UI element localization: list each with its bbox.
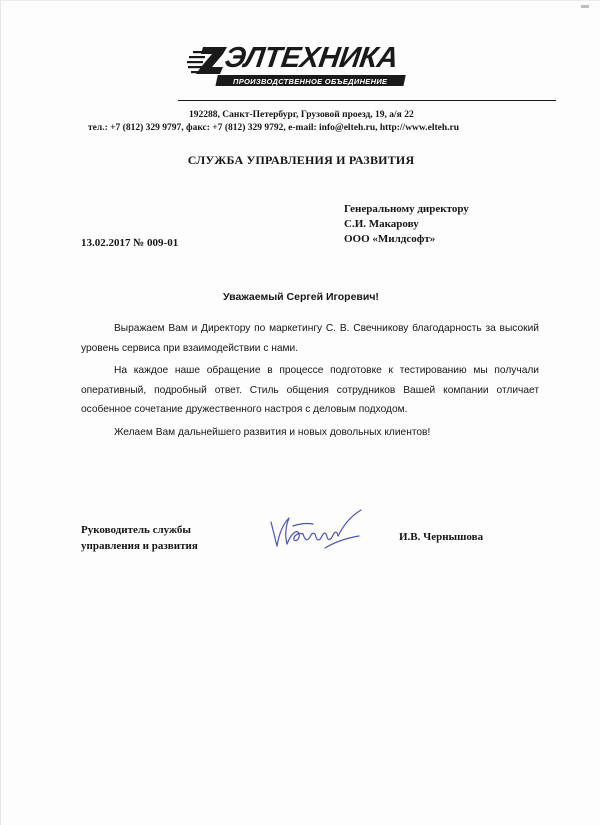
signatory-title bbox=[81, 522, 198, 554]
handwritten-signature bbox=[263, 504, 373, 561]
signature-icon bbox=[263, 504, 373, 556]
scan-artifact bbox=[581, 5, 589, 8]
recipient-company: ООО «Милдсофт» bbox=[344, 233, 436, 245]
company-address: 192288, Санкт-Петербург, Грузовой проезд, 19, а/я 22 bbox=[189, 110, 414, 120]
signatory-title-line-1: Руководитель службы bbox=[81, 524, 191, 536]
company-subtitle: ПРОИЗВОДСТВЕННОЕ ОБЪЕДИНЕНИЕ bbox=[233, 77, 388, 86]
company-logo bbox=[179, 41, 419, 91]
company-contacts: тел.: +7 (812) 329 9797, факс: +7 (812) 329 9792, e-mail: info@elteh.ru, http://www.elteh.ru bbox=[88, 123, 460, 133]
signatory-name: И.В. Чернышова bbox=[399, 531, 484, 543]
letterhead-divider bbox=[178, 100, 556, 101]
body-paragraph: Выражаем Вам и Директору по маркетингу С. В. Свечникову благодарность за высокий уровень сервиса при взаимодействии с нами. bbox=[81, 323, 539, 354]
signatory-title-line-2: управления и развития bbox=[81, 540, 198, 552]
salutation: Уважаемый Сергей Игоревич! bbox=[223, 291, 379, 303]
body-paragraph: На каждое наше обращение в процессе подготовке к тестированию мы получали оперативный, подробный ответ. Стиль общения сотрудников Вашей компании отличает особенное сочетание дружественного настроя с деловым подходом. bbox=[81, 365, 539, 415]
letter-body bbox=[81, 319, 539, 445]
company-name-logo: ЭЛТЕХНИКА bbox=[222, 42, 400, 74]
letter-date-number: 13.02.2017 № 009-01 bbox=[81, 237, 179, 249]
recipient-block bbox=[344, 202, 469, 247]
body-paragraph: Желаем Вам дальнейшего развития и новых довольных клиентов! bbox=[114, 426, 431, 438]
recipient-name: С.И. Макарову bbox=[344, 218, 419, 230]
recipient-position: Генеральному директору bbox=[344, 203, 469, 215]
department-heading: СЛУЖБА УПРАВЛЕНИЯ И РАЗВИТИЯ bbox=[187, 153, 415, 167]
